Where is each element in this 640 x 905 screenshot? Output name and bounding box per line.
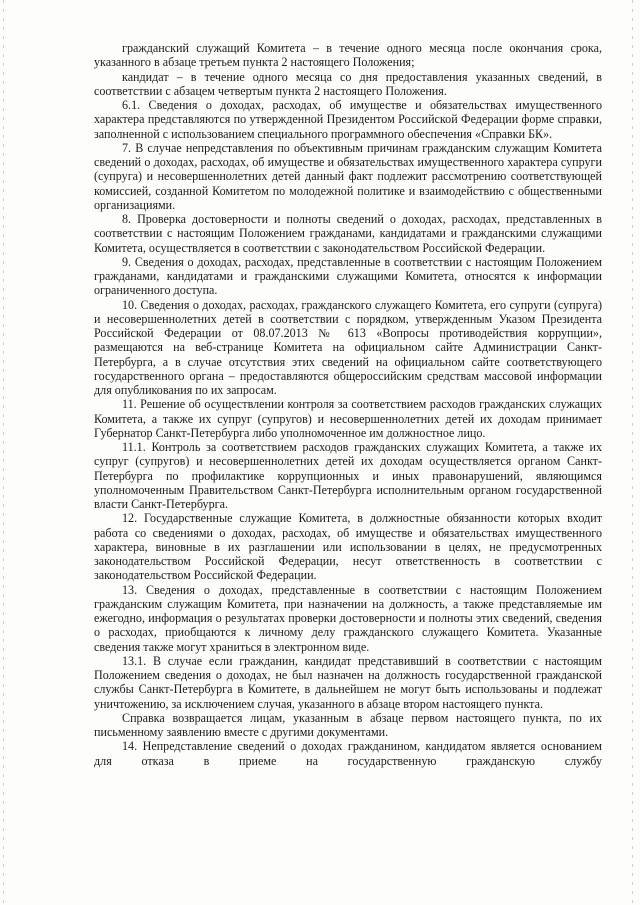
scan-edge-left [3, 0, 4, 905]
paragraph-13-1: 13.1. В случае если гражданин, кандидат представивший в соответствии с настоящим Положением сведения о доходах, не был назначен на должность государственной гражданской службы Санкт-Петербурга в Комитете, в дальнейшем не могут быть использованы и подлежат уничтожению, за исключением случая, указанного в абзаце втором настоящего пункта. [94, 653, 602, 711]
paragraph-7: 7. В случае непредставления по объективным причинам гражданским служащим Комитета сведений о доходах, расходах, об имуществе и обязательствах имущественного характера супруги (супруга) и несовершеннолетних детей данный факт подлежит рассмотрению соответствующей комиссией, созданной Комитетом по молодежной политике и взаимодействию с общественными организациями. [94, 140, 602, 212]
paragraph-8: 8. Проверка достоверности и полноты сведений о доходах, расходах, представленных в соответствии с настоящим Положением гражданами, кандидатами и гражданскими служащими Комитета, осуществляется в соответствии с законодательством Российской Федерации. [94, 212, 602, 255]
paragraph-candidate-deadline: кандидат – в течение одного месяца со дня предоставления указанных сведений, в соответствии с абзацем четвертым пункта 2 настоящего Положения. [94, 69, 602, 98]
paragraph-12: 12. Государственные служащие Комитета, в должностные обязанности которых входит работа со сведениями о доходах, расходах, об имуществе и обязательствах имущественного характера, виновные в их разглашении или использовании в целях, не предусмотренных законодательством Российской Федерации, несут ответственность в соответствии с законодательством Российской Федерации. [94, 511, 602, 583]
paragraph-certificate-return: Справка возвращается лицам, указанным в абзаце первом настоящего пункта, по их письменному заявлению вместе с другими документами. [94, 710, 602, 739]
scan-edge-right [632, 0, 633, 905]
paragraph-civil-servant-deadline: гражданский служащий Комитета – в течение одного месяца после окончания срока, указанного в абзаце третьем пункта 2 настоящего Положения; [94, 41, 602, 70]
paragraph-11: 11. Решение об осуществлении контроля за соответствием расходов гражданских служащих Комитета, а также их супруг (супругов) и несовершеннолетних детей их доходам принимает Губернатор Санкт-Петербурга либо уполномоченное им должностное лицо. [94, 397, 602, 440]
paragraph-9: 9. Сведения о доходах, расходах, представленные в соответствии с настоящим Положением гражданами, кандидатами и гражданскими служащими Комитета, относятся к информации ограниченного доступа. [94, 254, 602, 298]
paragraph-10: 10. Сведения о доходах, расходах, гражданского служащего Комитета, его супруги (супруга) и несовершеннолетних детей в соответствии с порядком, утвержденным Указом Президента Российской Федерации от 08.07.2013 № 613 «Вопросы противодействия коррупции», размещаются на веб-странице Комитета на официальном сайте Администрации Санкт-Петербурга, а в случае отсутствия этих сведений на официальном сайте соответствующего государственного органа – предоставляются общероссийским средствам массовой информации для опубликования по их запросам. [94, 297, 602, 397]
paragraph-6-1: 6.1. Сведения о доходах, расходах, об имуществе и обязательствах имущественного характера представляются по утвержденной Президентом Российской Федерации форме справки, заполненной с использованием специального программного обеспечения «Справки БК». [94, 98, 602, 141]
document-body [94, 41, 602, 768]
paragraph-11-1: 11.1. Контроль за соответствием расходов гражданских служащих Комитета, а также их супруг (супругов) и несовершеннолетних детей их доходам осуществляется органом Санкт-Петербурга по профилактике коррупционных и иных правонарушений, являющимся уполномоченным Правительством Санкт-Петербурга исполнительным органом государственной власти Санкт-Петербурга. [94, 440, 602, 511]
paragraph-14: 14. Непредставление сведений о доходах гражданином, кандидатом является основанием для отказа в приеме на государственную гражданскую службу [94, 739, 602, 768]
paragraph-13: 13. Сведения о доходах, представленные в соответствии с настоящим Положением гражданским служащим Комитета, при назначении на должность, а также представляемые им ежегодно, информация о результатах проверки достоверности и полноты этих сведений, сведения о расходах, приобщаются к личному делу гражданского служащего Комитета. Указанные сведения также могут храниться в электронном виде. [94, 582, 602, 654]
